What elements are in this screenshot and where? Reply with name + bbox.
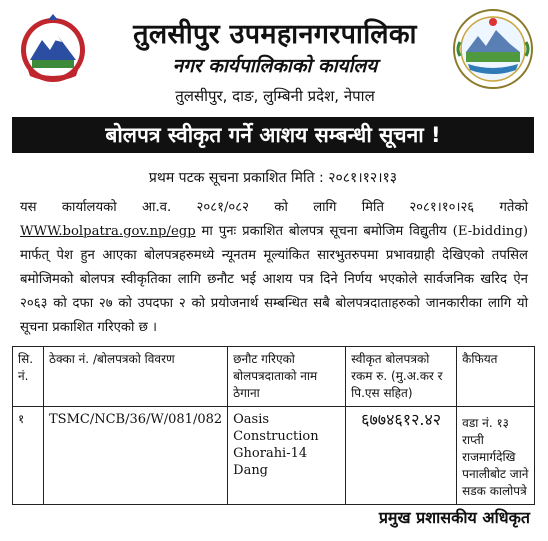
signature-title: प्रमुख प्रशासकीय अधिकृत bbox=[378, 508, 530, 527]
header-bidder: छनौट गरिएको बोलपत्रदाताको नाम ठेगाना bbox=[228, 347, 346, 407]
table-row bbox=[13, 407, 535, 505]
header-remarks: कैफियत bbox=[457, 347, 535, 407]
cell-remarks: वडा नं. १३ राप्ती राजमार्गदेखि पनालीबोट जाने सडक कालोपत्रे bbox=[457, 407, 535, 505]
bolpatra-link[interactable]: WWW.bolpatra.gov.np/egp bbox=[20, 224, 196, 239]
header-sn: सि. नं. bbox=[13, 347, 44, 407]
body-text-part1: यस कार्यालयको आ.व. २०८१/०८२ को लागि मिति २०८१।१०।२६ गतेको bbox=[20, 200, 528, 215]
published-date: प्रथम पटक सूचना प्रकाशित मिति : २०८१।१२।१३ bbox=[148, 170, 398, 186]
office-title: तुलसीपुर उपमहानगरपालिका bbox=[133, 19, 417, 50]
nepal-emblem-icon bbox=[18, 14, 88, 84]
cell-sn: १ bbox=[13, 407, 44, 505]
notice-body bbox=[20, 196, 528, 340]
header-contract: ठेक्का नं. /बोलपत्रको विवरण bbox=[44, 347, 228, 407]
office-subtitle: नगर कार्यपालिकाको कार्यालय bbox=[172, 55, 378, 77]
body-text-part2: मा पुनः प्रकाशित बोलपत्र सूचना बमोजिम विद्युतीय (E-bidding) मार्फत् पेश हुन आएका बोलपत्रहरुमध्ये न्यूनतम मूल्यांकित सारभुतरुपमा प्रभावग्राही देखिएको तपसिल बमोजिमको बोलपत्र स्वीकृतिका लागि छनौट भई आशय पत्र दिने निर्णय भएकोले सार्वजनिक खरिद ऐन २०६३ को दफा २७ को उपदफा २ को प्रयोजनार्थ सम्बन्धित सबै बोलपत्रदाताहरुको जानकारीका लागि यो सूचना प्रकाशित गरिएको छ । bbox=[20, 224, 528, 335]
notice-banner: बोलपत्र स्वीकृत गर्ने आशय सम्बन्धी सूचना ! bbox=[12, 117, 534, 153]
table-header-row bbox=[13, 347, 535, 407]
cell-bidder: Oasis Construction Ghorahi-14 Dang bbox=[228, 407, 346, 505]
cell-contract: TSMC/NCB/36/W/081/082 bbox=[44, 407, 228, 505]
award-table bbox=[12, 346, 535, 505]
office-address: तुलसीपुर, दाङ, लुम्बिनी प्रदेश, नेपाल bbox=[175, 87, 375, 105]
municipality-logo-icon bbox=[452, 8, 534, 90]
cell-amount: ६७७४६१२.४२ bbox=[346, 407, 457, 505]
header-amount: स्वीकृत बोलपत्रको रकम रु. (मु.अ.कर र पि.एस सहित) bbox=[346, 347, 457, 407]
